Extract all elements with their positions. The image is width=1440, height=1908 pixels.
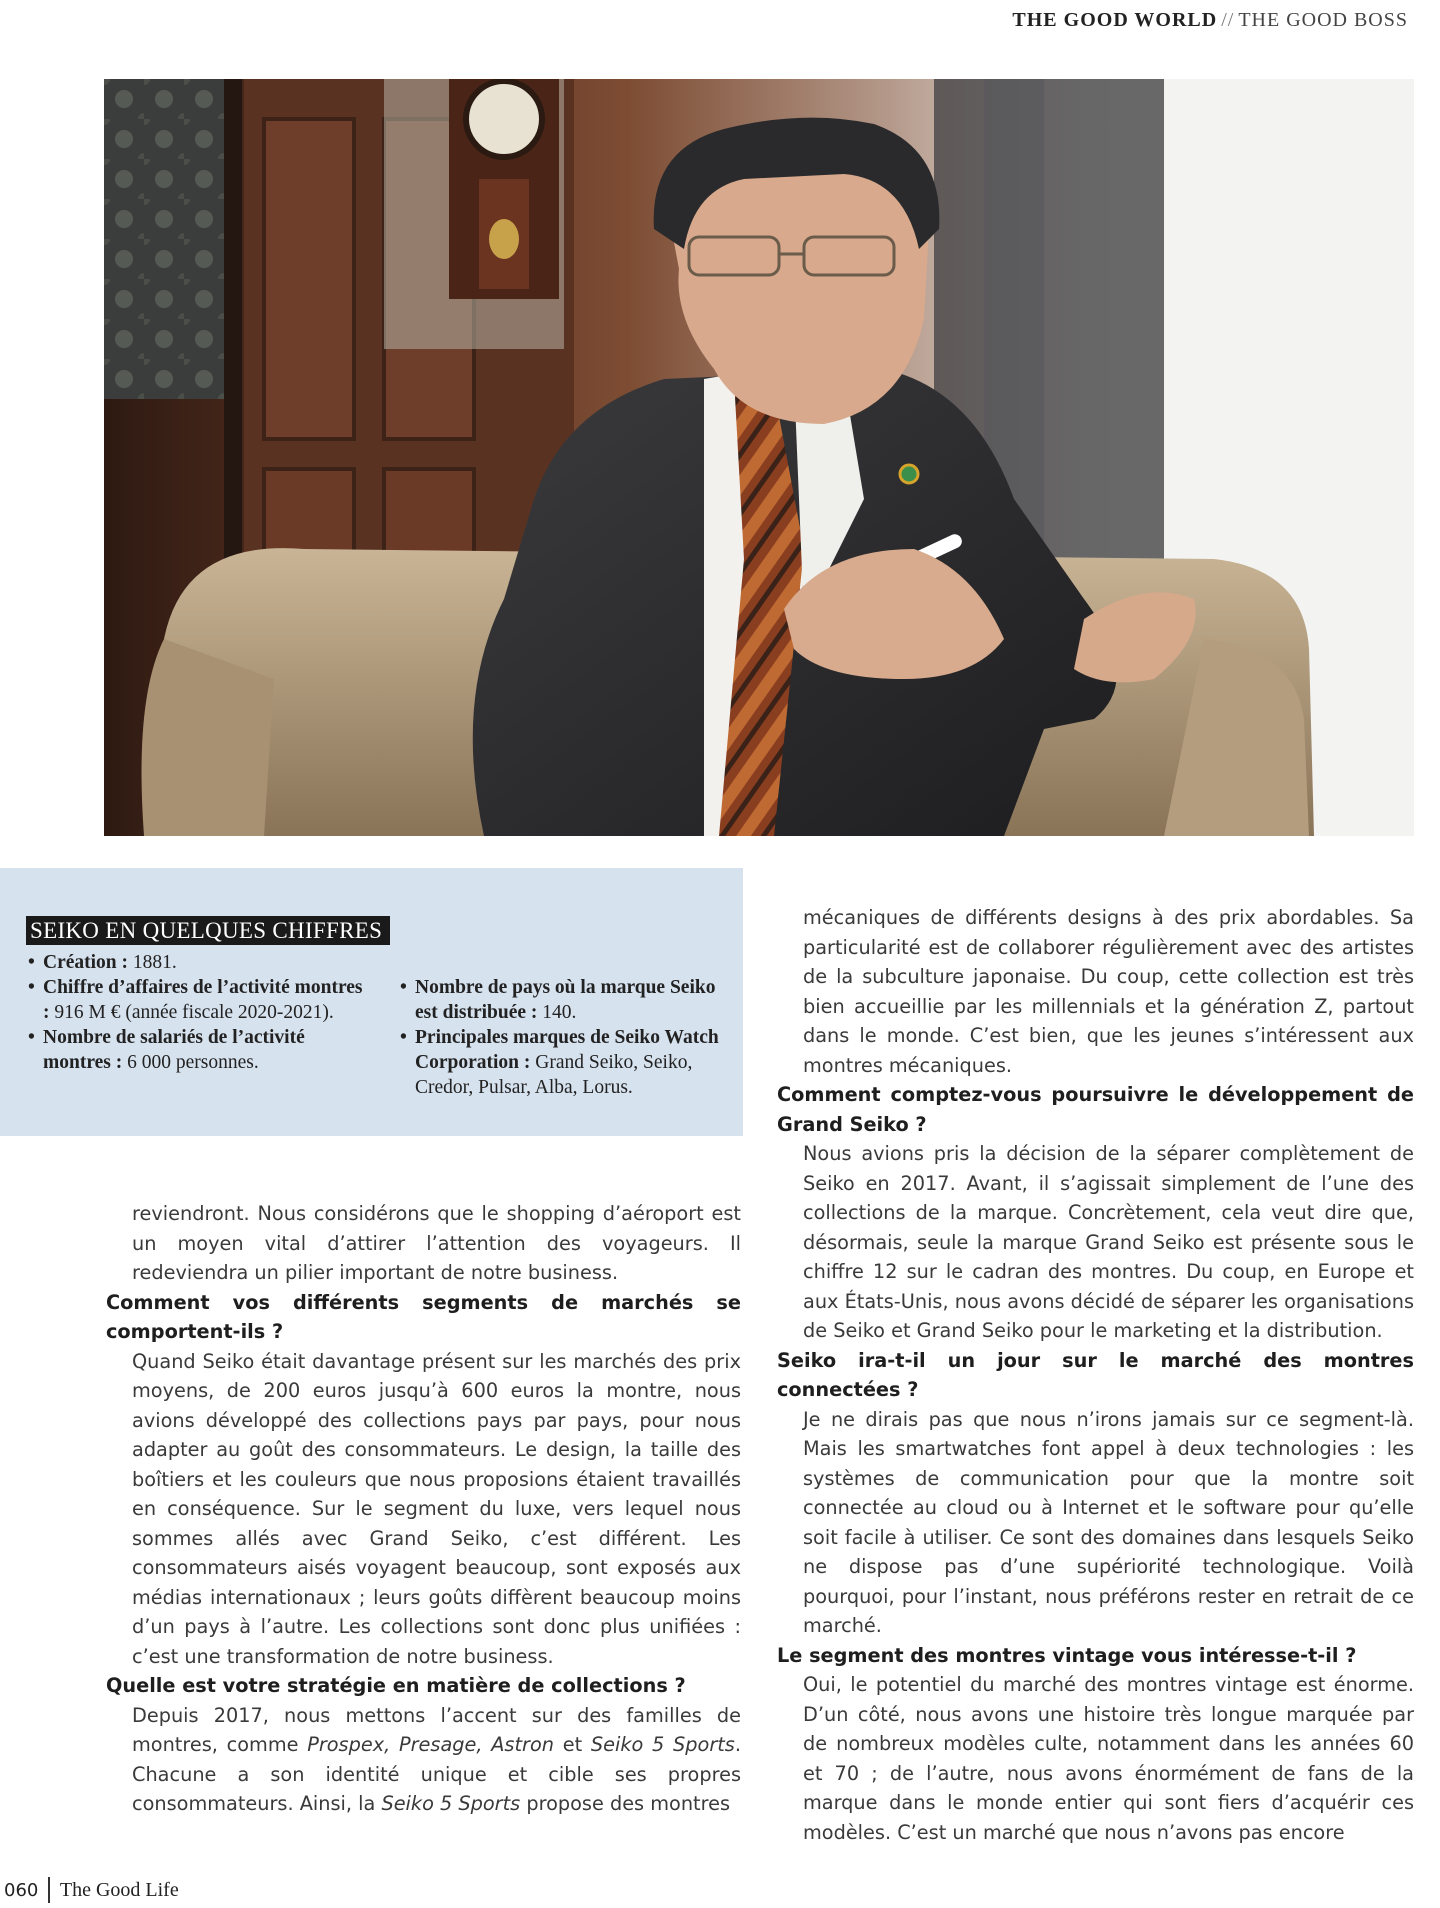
text-run: propose des montres [520, 1792, 731, 1815]
figure-creation [28, 950, 368, 975]
figure-value: 140. [537, 1002, 577, 1023]
article-left-column [106, 1199, 741, 1819]
figure-value: 916 M € (année fiscale 2020-2021). [49, 1002, 334, 1023]
key-figures-box [0, 868, 743, 1136]
figure-value: 6 000 personnes. [122, 1052, 259, 1073]
figure-label: Création : [43, 952, 129, 973]
paragraph: reviendront. Nous considérons que le shopping d’aéroport est un moyen vital d’attirer l’attention des voyageurs. Il redeviendra un pilier important de notre business. [132, 1202, 741, 1284]
page-number: 060 [4, 1879, 39, 1901]
question-heading: Quelle est votre stratégie en matière de collections ? [106, 1674, 686, 1697]
question-heading: Le segment des montres vintage vous intéresse-t-il ? [777, 1643, 1357, 1667]
key-figures-right [400, 975, 730, 1100]
paragraph: Nous avions pris la décision de la séparer complètement de Seiko en 2017. Avant, il s’agissait simplement de l’une des collections de la marque. Concrètement, cela veut dire que, désormais, seule la marque Grand Seiko est présente sous le chiffre 12 sur le cadran des montres. Du coup, en Europe et aux États-Unis, nous avons décidé de séparer les organisations de Seiko et Grand Seiko pour le marketing et la distribution. [803, 1142, 1414, 1342]
subsection-title: THE GOOD BOSS [1238, 9, 1408, 31]
paragraph: Oui, le potentiel du marché des montres vintage est énorme. D’un côté, nous avons une histoire très longue marquée par de nombreux modèles culte, notamment dans les années 60 et 70 ; de l’autre, nous avons énormément de fans de la marque dans le monde entier qui sont fiers d’acquérir ces modèles. C’est un marché que nous n’avons pas encore [803, 1673, 1414, 1844]
paragraph [106, 1701, 741, 1819]
figure-revenue [28, 975, 368, 1025]
article-right-column [777, 903, 1414, 1847]
magazine-name: The Good Life [59, 1878, 179, 1901]
running-head [1012, 9, 1408, 32]
key-figures-left [28, 950, 368, 1075]
figure-brands [400, 1025, 730, 1100]
text-run: . Chacune a son identité unique et cible ses propres consommateurs. Ainsi, la [132, 1733, 741, 1815]
figure-label: Chiffre d’affaires de l’activité montres : [43, 977, 363, 1023]
section-title: THE GOOD WORLD [1012, 9, 1218, 31]
portrait-illustration [104, 79, 1414, 836]
text-run: Depuis 2017, nous mettons l’accent sur des familles de montres, comme [132, 1703, 741, 1756]
question-heading: Comment vos différents segments de marchés se comportent-ils ? [106, 1290, 741, 1343]
paragraph: mécaniques de différents designs à des prix abordables. Sa particularité est de collaborer régulièrement avec des artistes de la subculture japonaise. Du coup, cette collection est très bien accueillie par les millennials et la génération Z, partout dans le monde. C’est bien, que les jeunes s’intéressent aux montres mécaniques. [803, 906, 1414, 1077]
figure-countries [400, 975, 730, 1025]
page-footer [0, 1876, 179, 1904]
paragraph: Je ne dirais pas que nous n’irons jamais sur ce segment-là. Mais les smartwatches font appel à deux technologies : les systèmes de communication pour que la montre soit connectée au cloud ou à Internet et le software pour qu’elle soit facile à utiliser. Ce sont des domaines dans lesquels Seiko ne dispose pas d’une supériorité technologique. Voilà pourquoi, pour l’instant, nous préférons rester en retrait de ce marché. [803, 1407, 1414, 1637]
portrait-photo [104, 79, 1414, 836]
figure-label: Principales marques de Seiko Watch Corporation : [415, 1027, 719, 1073]
figure-label: Nombre de pays où la marque Seiko est distribuée : [415, 977, 716, 1023]
collection-names: Prospex, Presage, Astron [307, 1733, 554, 1756]
figure-employees [28, 1025, 368, 1075]
question-heading: Seiko ira-t-il un jour sur le marché des montres connectées ? [777, 1348, 1414, 1401]
collection-name: Seiko 5 Sports [381, 1792, 521, 1815]
figure-label: Nombre de salariés de l’activité montres : [43, 1027, 305, 1073]
header-separator: // [1221, 9, 1235, 31]
key-figures-title: SEIKO EN QUELQUES CHIFFRES [26, 916, 390, 945]
figure-value: 1881. [128, 952, 177, 973]
collection-name: Seiko 5 Sports [590, 1733, 735, 1756]
question-heading: Comment comptez-vous poursuivre le développement de Grand Seiko ? [777, 1083, 1414, 1136]
text-run: et [553, 1733, 591, 1756]
paragraph: Quand Seiko était davantage présent sur les marchés des prix moyens, de 200 euros jusqu’à 600 euros la montre, nous avions développé des collections pays par pays, pour nous adapter au goût des consommateurs. Le design, la taille des boîtiers et les couleurs que nous proposions étaient travaillés en conséquence. Sur le segment du luxe, vers lequel nous sommes allés avec Grand Seiko, c’est différent. Les consommateurs aisés voyagent beaucoup, sont exposés aux médias internationaux ; leurs goûts diffèrent beaucoup moins d’un pays à l’autre. Les collections sont donc plus unifiées : c’est une transformation de notre business. [132, 1349, 741, 1668]
figure-value: Grand Seiko, Seiko, Credor, Pulsar, Alba, Lorus. [415, 1052, 693, 1098]
